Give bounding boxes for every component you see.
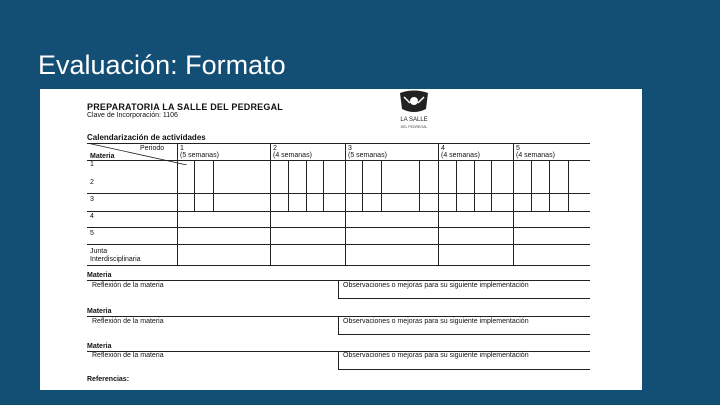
col-line (345, 143, 346, 266)
col-line (491, 160, 492, 212)
materia-header-label: Materia (90, 153, 115, 160)
header-bottom-rule (87, 160, 590, 161)
col-line (288, 160, 289, 212)
reflexion-label-2: Reflexión de la materia (92, 318, 164, 325)
col-line (323, 160, 324, 212)
row-label-5: 5 (90, 230, 94, 237)
col-line (456, 160, 457, 212)
col-line (549, 160, 550, 212)
materia-divider (338, 351, 339, 369)
row-rule (87, 193, 590, 194)
referencias-label: Referencias: (87, 376, 130, 383)
col-line (474, 160, 475, 212)
row-rule (87, 244, 590, 245)
reflexion-label-3: Reflexión de la materia (92, 352, 164, 359)
row-label-3: 3 (90, 196, 94, 203)
col-line (213, 160, 214, 212)
slide-title: Evaluación: Formato (38, 50, 286, 80)
col-line (531, 160, 532, 212)
col-line (362, 160, 363, 212)
row-label-2: 2 (90, 179, 94, 186)
materia-label-3: Materia (87, 343, 112, 350)
incorporation-key: Clave de Incorporación: 1106 (87, 112, 178, 119)
periodo-label: Periodo (140, 145, 165, 152)
row-rule (87, 227, 590, 228)
row-label-4: 4 (90, 213, 94, 220)
period-1-num: 1 (180, 145, 184, 152)
row-label-1: 1 (90, 161, 94, 168)
row-rule (87, 211, 590, 212)
period-4-weeks: (4 semanas) (441, 152, 480, 159)
materia-rule (338, 334, 590, 335)
period-3-weeks: (5 semanas) (348, 152, 387, 159)
observaciones-label-3: Observaciones o mejoras para su siguiente implementación (343, 352, 529, 359)
col-line (568, 160, 569, 212)
period-2-num: 2 (273, 145, 277, 152)
period-2-weeks: (4 semanas) (273, 152, 312, 159)
period-5-weeks: (4 semanas) (516, 152, 555, 159)
col-line (381, 160, 382, 212)
materia-rule (338, 369, 590, 370)
format-document-image (40, 89, 642, 390)
col-line (513, 143, 514, 266)
period-4-num: 4 (441, 145, 445, 152)
col-line (419, 160, 420, 212)
la-salle-crest-icon (392, 89, 436, 131)
logo-top-text: LA SALLE (400, 117, 428, 123)
period-3-num: 3 (348, 145, 352, 152)
materia-divider (338, 280, 339, 298)
logo-bottom-text: DEL PEDREGAL (400, 125, 428, 129)
materia-divider (338, 316, 339, 334)
materia-label-2: Materia (87, 308, 112, 315)
col-line (177, 143, 178, 266)
observaciones-label-2: Observaciones o mejoras para su siguiente implementación (343, 318, 529, 325)
col-line (306, 160, 307, 212)
materia-rule (338, 298, 590, 299)
observaciones-label-1: Observaciones o mejoras para su siguiente implementación (343, 282, 529, 289)
period-5-num: 5 (516, 145, 520, 152)
junta-label-1: Junta (90, 248, 108, 255)
period-1-weeks: (5 semanas) (180, 152, 219, 159)
col-line (194, 160, 195, 212)
reflexion-label-1: Reflexión de la materia (92, 282, 164, 289)
materia-label-1: Materia (87, 272, 112, 279)
calendar-section-title: Calendarización de actividades (87, 133, 206, 142)
col-line (270, 143, 271, 266)
col-line (438, 143, 439, 266)
school-name: PREPARATORIA LA SALLE DEL PEDREGAL (87, 102, 283, 112)
junta-label-2: Interdisciplinaria (90, 256, 141, 263)
calendar-bottom-rule (87, 265, 590, 266)
